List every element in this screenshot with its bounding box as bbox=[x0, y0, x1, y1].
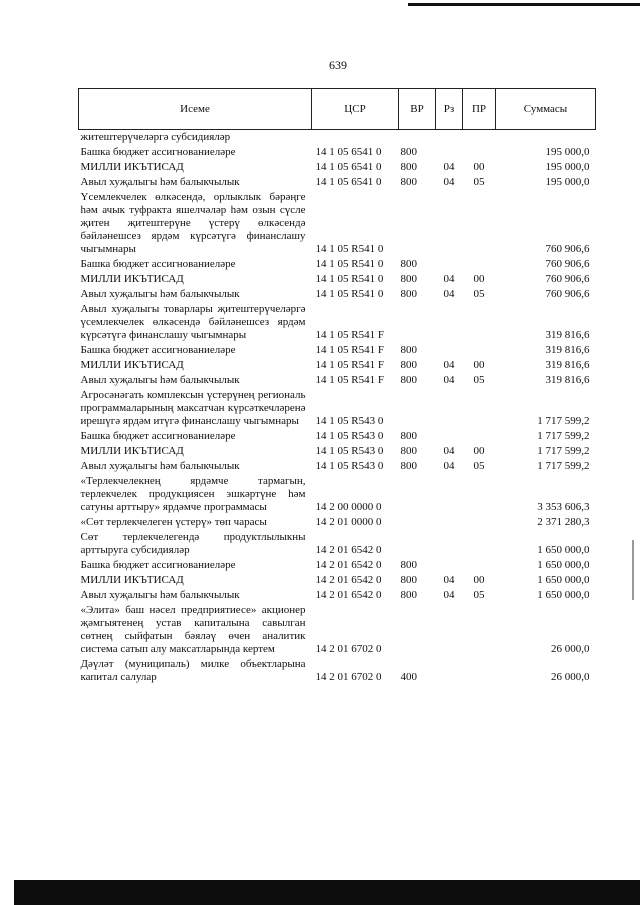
row-rz-cell bbox=[436, 603, 463, 657]
table-row bbox=[79, 603, 596, 657]
row-vr-cell: 800 bbox=[400, 288, 417, 300]
row-sum-cell: 760 906,6 bbox=[545, 273, 590, 285]
row-vr-cell: 800 bbox=[400, 574, 417, 586]
row-rz-cell: 04 bbox=[443, 359, 455, 371]
row-name-cell: МИЛЛИ ИКЪТИСАД bbox=[80, 574, 184, 586]
row-sum-cell bbox=[496, 130, 596, 146]
table-row bbox=[79, 429, 596, 444]
table-row bbox=[79, 130, 596, 146]
row-rz-cell bbox=[436, 429, 463, 444]
row-pr-cell bbox=[463, 530, 496, 558]
row-rz-cell: 04 bbox=[443, 574, 455, 586]
row-name-cell: Үсемлекчелек өлкәсендә, орлыклык бәрәңге һәм ачык туфракта яшелчәләр һәм озын сүсле җитен җитештерүне үстерү өлкәсендә бәйләнешсез ярдәм күрсәтүгә финанслашу чыгымнары bbox=[80, 191, 306, 255]
row-pr-cell bbox=[463, 603, 496, 657]
row-pr-cell: 00 bbox=[473, 574, 485, 586]
row-vr-cell: 800 bbox=[400, 176, 417, 188]
row-pr-cell bbox=[463, 515, 496, 530]
row-sum-cell: 1 717 599,2 bbox=[537, 415, 590, 427]
row-name-cell: Башка бюджет ассигнованиеләре bbox=[80, 344, 236, 356]
row-name-cell: Башка бюджет ассигнованиеләре bbox=[80, 146, 236, 158]
row-rz-cell bbox=[436, 530, 463, 558]
row-pr-cell bbox=[463, 257, 496, 272]
row-sum-cell: 760 906,6 bbox=[545, 288, 590, 300]
row-pr-cell: 00 bbox=[473, 445, 485, 457]
row-rz-cell bbox=[436, 558, 463, 573]
row-name-cell: Дәүләт (муниципаль) милке объектларына капитал салулар bbox=[80, 658, 306, 683]
table-body bbox=[79, 130, 596, 686]
row-rz-cell: 04 bbox=[443, 288, 455, 300]
row-csr-cell: 14 1 05 R543 0 bbox=[315, 415, 384, 427]
table-row bbox=[79, 358, 596, 373]
row-sum-cell: 195 000,0 bbox=[545, 176, 590, 188]
row-sum-cell: 1 717 599,2 bbox=[537, 430, 590, 442]
row-vr-cell bbox=[399, 190, 436, 257]
row-vr-cell bbox=[399, 474, 436, 515]
row-csr-cell: 14 2 01 0000 0 bbox=[315, 516, 382, 528]
row-vr-cell: 800 bbox=[400, 146, 417, 158]
row-sum-cell: 1 650 000,0 bbox=[537, 559, 590, 571]
row-rz-cell bbox=[436, 515, 463, 530]
row-pr-cell: 05 bbox=[473, 374, 485, 386]
row-name-cell: Агросәнәгать комплексын үстерүнең региональ программаларының максатчан күрсәткечләренә ирешүгә ярдәм итүгә финанслашу чыгымнары bbox=[80, 389, 306, 427]
row-vr-cell: 800 bbox=[400, 559, 417, 571]
row-name-cell: «Терлекчелекнең ярдәмче тармагын, терлекчелек продукциясен эшкәртүне һәм сатуны арттыру» ярдәмче программасы bbox=[80, 475, 306, 513]
row-csr-cell: 14 1 05 R541 0 bbox=[315, 288, 384, 300]
row-rz-cell bbox=[436, 302, 463, 343]
table-row bbox=[79, 190, 596, 257]
row-pr-cell bbox=[463, 429, 496, 444]
row-rz-cell: 04 bbox=[443, 445, 455, 457]
row-rz-cell: 04 bbox=[443, 176, 455, 188]
row-sum-cell: 2 371 280,3 bbox=[537, 516, 590, 528]
row-vr-cell bbox=[399, 603, 436, 657]
budget-table bbox=[78, 88, 596, 685]
row-rz-cell bbox=[436, 343, 463, 358]
row-name-cell: Авыл хуҗалыгы һәм балыкчылык bbox=[80, 460, 240, 472]
row-csr-cell: 14 1 05 R541 0 bbox=[315, 258, 384, 270]
table-row bbox=[79, 287, 596, 302]
row-rz-cell bbox=[436, 388, 463, 429]
table-row bbox=[79, 588, 596, 603]
row-pr-cell bbox=[463, 474, 496, 515]
row-sum-cell: 26 000,0 bbox=[551, 643, 590, 655]
table-row bbox=[79, 175, 596, 190]
table-row bbox=[79, 444, 596, 459]
row-name-cell: Башка бюджет ассигнованиеләре bbox=[80, 430, 236, 442]
table-header-row bbox=[79, 89, 596, 130]
row-rz-cell bbox=[436, 145, 463, 160]
row-csr-cell: 14 1 05 R541 F bbox=[315, 359, 384, 371]
row-csr-cell: 14 2 01 6542 0 bbox=[315, 544, 382, 556]
row-rz-cell bbox=[436, 130, 463, 146]
row-rz-cell: 04 bbox=[443, 273, 455, 285]
row-pr-cell bbox=[463, 343, 496, 358]
table-row bbox=[79, 474, 596, 515]
row-pr-cell bbox=[463, 657, 496, 685]
row-rz-cell: 04 bbox=[443, 460, 455, 472]
row-sum-cell: 1 650 000,0 bbox=[537, 589, 590, 601]
row-sum-cell: 195 000,0 bbox=[545, 161, 590, 173]
header-vr: ВР bbox=[399, 89, 436, 130]
row-csr-cell bbox=[312, 130, 399, 146]
row-vr-cell bbox=[399, 530, 436, 558]
row-sum-cell: 1 650 000,0 bbox=[537, 544, 590, 556]
row-csr-cell: 14 2 01 6702 0 bbox=[315, 643, 382, 655]
table-row bbox=[79, 530, 596, 558]
row-rz-cell: 04 bbox=[443, 374, 455, 386]
row-name-cell: Башка бюджет ассигнованиеләре bbox=[80, 559, 236, 571]
table-row bbox=[79, 272, 596, 287]
row-name-cell: «Сөт терлекчелеген үстерү» төп чарасы bbox=[80, 516, 267, 528]
table-row bbox=[79, 515, 596, 530]
row-vr-cell: 800 bbox=[400, 430, 417, 442]
page-number: 639 bbox=[329, 58, 347, 72]
row-name-cell: Авыл хуҗалыгы һәм балыкчылык bbox=[80, 589, 240, 601]
row-csr-cell: 14 1 05 R543 0 bbox=[315, 430, 384, 442]
table-row bbox=[79, 657, 596, 685]
row-sum-cell: 319 816,6 bbox=[545, 359, 590, 371]
row-pr-cell: 00 bbox=[473, 273, 485, 285]
row-vr-cell: 400 bbox=[400, 671, 417, 683]
row-csr-cell: 14 2 00 0000 0 bbox=[315, 501, 382, 513]
row-rz-cell bbox=[436, 657, 463, 685]
row-pr-cell bbox=[463, 145, 496, 160]
row-name-cell: Сөт терлекчелегендә продуктлылыкны арттыруга субсидияләр bbox=[80, 531, 306, 556]
table-row bbox=[79, 257, 596, 272]
header-name: Исеме bbox=[79, 89, 312, 130]
row-csr-cell: 14 1 05 R543 0 bbox=[315, 460, 384, 472]
row-rz-cell bbox=[436, 190, 463, 257]
row-vr-cell: 800 bbox=[400, 374, 417, 386]
row-rz-cell bbox=[436, 257, 463, 272]
row-csr-cell: 14 1 05 6541 0 bbox=[315, 176, 382, 188]
row-vr-cell: 800 bbox=[400, 344, 417, 356]
row-pr-cell: 05 bbox=[473, 288, 485, 300]
row-name-cell: Авыл хуҗалыгы һәм балыкчылык bbox=[80, 374, 240, 386]
row-vr-cell: 800 bbox=[400, 460, 417, 472]
scan-top-border-line bbox=[408, 3, 640, 6]
row-csr-cell: 14 2 01 6542 0 bbox=[315, 574, 382, 586]
table-row bbox=[79, 302, 596, 343]
row-sum-cell: 195 000,0 bbox=[545, 146, 590, 158]
row-name-cell: МИЛЛИ ИКЪТИСАД bbox=[80, 359, 184, 371]
row-vr-cell bbox=[399, 388, 436, 429]
row-pr-cell bbox=[463, 558, 496, 573]
row-csr-cell: 14 1 05 R541 F bbox=[315, 329, 384, 341]
row-name-cell: житештерүчеләргә субсидияләр bbox=[80, 131, 231, 143]
row-sum-cell: 319 816,6 bbox=[545, 374, 590, 386]
row-csr-cell: 14 1 05 R541 F bbox=[315, 374, 384, 386]
header-sum: Суммасы bbox=[496, 89, 596, 130]
row-csr-cell: 14 2 01 6542 0 bbox=[315, 589, 382, 601]
row-sum-cell: 1 650 000,0 bbox=[537, 574, 590, 586]
row-name-cell: МИЛЛИ ИКЪТИСАД bbox=[80, 273, 184, 285]
scan-edge-mark bbox=[632, 540, 634, 600]
row-rz-cell: 04 bbox=[443, 589, 455, 601]
row-csr-cell: 14 2 01 6542 0 bbox=[315, 559, 382, 571]
row-vr-cell bbox=[399, 302, 436, 343]
table-row bbox=[79, 573, 596, 588]
row-name-cell: Авыл хуҗалыгы товарлары җитештерүчеләргә үсемлекчелек өлкәсендә бәйләнешсез ярдәм күрсәтүгә финанслашу чыгымнары bbox=[80, 303, 306, 341]
row-pr-cell: 05 bbox=[473, 176, 485, 188]
row-vr-cell bbox=[399, 130, 436, 146]
row-sum-cell: 1 717 599,2 bbox=[537, 445, 590, 457]
row-pr-cell: 00 bbox=[473, 359, 485, 371]
row-sum-cell: 1 717 599,2 bbox=[537, 460, 590, 472]
table-row bbox=[79, 373, 596, 388]
row-name-cell: Башка бюджет ассигнованиеләре bbox=[80, 258, 236, 270]
row-sum-cell: 3 353 606,3 bbox=[537, 501, 590, 513]
scan-bottom-border bbox=[14, 880, 640, 905]
row-csr-cell: 14 1 05 R543 0 bbox=[315, 445, 384, 457]
row-pr-cell bbox=[463, 302, 496, 343]
row-csr-cell: 14 2 01 6702 0 bbox=[315, 671, 382, 683]
row-sum-cell: 319 816,6 bbox=[545, 344, 590, 356]
table-row bbox=[79, 343, 596, 358]
row-vr-cell: 800 bbox=[400, 445, 417, 457]
table-row bbox=[79, 388, 596, 429]
row-csr-cell: 14 1 05 6541 0 bbox=[315, 146, 382, 158]
row-name-cell: Авыл хуҗалыгы һәм балыкчылык bbox=[80, 288, 240, 300]
table-row bbox=[79, 558, 596, 573]
row-pr-cell: 00 bbox=[473, 161, 485, 173]
table-row bbox=[79, 160, 596, 175]
header-csr: ЦСР bbox=[312, 89, 399, 130]
row-sum-cell: 760 906,6 bbox=[545, 258, 590, 270]
row-sum-cell: 26 000,0 bbox=[551, 671, 590, 683]
header-rz: Рз bbox=[436, 89, 463, 130]
row-rz-cell bbox=[436, 474, 463, 515]
row-pr-cell bbox=[463, 130, 496, 146]
row-sum-cell: 760 906,6 bbox=[545, 243, 590, 255]
row-csr-cell: 14 1 05 R541 0 bbox=[315, 243, 384, 255]
header-pr: ПР bbox=[463, 89, 496, 130]
row-rz-cell: 04 bbox=[443, 161, 455, 173]
row-vr-cell: 800 bbox=[400, 589, 417, 601]
row-name-cell: МИЛЛИ ИКЪТИСАД bbox=[80, 161, 184, 173]
row-name-cell: МИЛЛИ ИКЪТИСАД bbox=[80, 445, 184, 457]
table-row bbox=[79, 459, 596, 474]
row-vr-cell bbox=[399, 515, 436, 530]
row-csr-cell: 14 1 05 6541 0 bbox=[315, 161, 382, 173]
row-pr-cell bbox=[463, 190, 496, 257]
row-pr-cell: 05 bbox=[473, 460, 485, 472]
row-sum-cell: 319 816,6 bbox=[545, 329, 590, 341]
table-row bbox=[79, 145, 596, 160]
row-vr-cell: 800 bbox=[400, 273, 417, 285]
row-csr-cell: 14 1 05 R541 0 bbox=[315, 273, 384, 285]
row-vr-cell: 800 bbox=[400, 359, 417, 371]
row-name-cell: Авыл хуҗалыгы һәм балыкчылык bbox=[80, 176, 240, 188]
row-pr-cell: 05 bbox=[473, 589, 485, 601]
row-vr-cell: 800 bbox=[400, 161, 417, 173]
row-name-cell: «Элита» баш нәсел предприятиесе» акционер җәмгыятенең устав капиталына савылган сөтнең сыйфатын бәяләү өчен аналитик система сатып алу максатларында кертем bbox=[80, 604, 306, 655]
row-csr-cell: 14 1 05 R541 F bbox=[315, 344, 384, 356]
row-vr-cell: 800 bbox=[400, 258, 417, 270]
row-pr-cell bbox=[463, 388, 496, 429]
